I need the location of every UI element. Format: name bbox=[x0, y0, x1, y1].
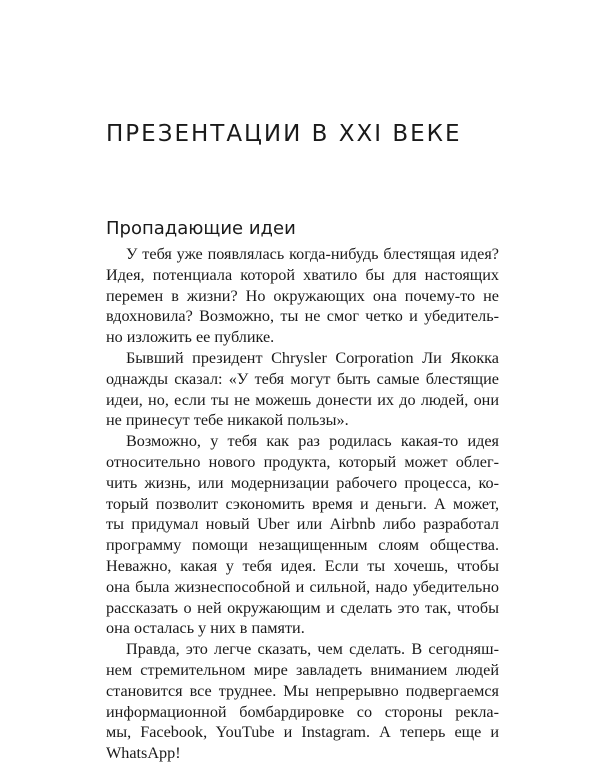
text-line: Возможно, у тебя как раз родилась какая-то идея bbox=[126, 432, 499, 451]
text-line: не принесут тебе никакой пользы». bbox=[106, 411, 349, 430]
text-line: Правда, это легче сказать, чем сделать. В сегодняш- bbox=[126, 640, 499, 659]
chapter-title: ПРЕЗЕНТАЦИИ В XXI ВЕКЕ bbox=[106, 121, 462, 147]
text-line: идеи, но, если ты не можешь донести их до людей, они bbox=[106, 390, 499, 409]
text-line: вдохновила? Возможно, ты не смог четко и убедитель- bbox=[106, 307, 499, 326]
text-line: ты придумал новый Uber или Airbnb либо разработал bbox=[106, 515, 499, 534]
text-line: торый позволит сэкономить время и деньги. А может, bbox=[106, 494, 499, 513]
text-line: становится все труднее. Мы непрерывно подвергаемся bbox=[106, 681, 499, 700]
paragraph bbox=[106, 431, 499, 639]
paragraph bbox=[106, 244, 499, 348]
text-line: WhatsApp! bbox=[106, 744, 181, 763]
text-line: Неважно, какая у тебя идея. Если ты хочешь, чтобы bbox=[106, 556, 499, 575]
text-line: чить жизнь, или модернизации рабочего процесса, ко- bbox=[106, 473, 499, 492]
text-line: Идея, потенциала которой хватило бы для настоящих bbox=[106, 265, 499, 284]
paragraph bbox=[106, 639, 499, 764]
text-line: она была жизнеспособной и сильной, надо убедительно bbox=[106, 577, 499, 596]
text-line: информационной бомбардировке со стороны рекла- bbox=[106, 702, 499, 721]
text-line: программу помощи незащищенным слоям общества. bbox=[106, 536, 499, 555]
text-line: У тебя уже появлялась когда-нибудь блестящая идея? bbox=[126, 245, 499, 263]
body-text bbox=[106, 244, 499, 764]
text-line: рассказать о ней окружающим и сделать это так, чтобы bbox=[106, 598, 499, 617]
text-line: мы, Facebook, YouTube и Instagram. А теперь еще и bbox=[106, 723, 499, 742]
text-line: перемен в жизни? Но окружающих она почему-то не bbox=[106, 286, 499, 305]
text-line: однажды сказал: «У тебя могут быть самые блестящие bbox=[106, 369, 499, 388]
text-line: но изложить ее публике. bbox=[106, 328, 275, 347]
text-line: она осталась у них в памяти. bbox=[106, 619, 305, 638]
text-line: относительно нового продукта, который может облег- bbox=[106, 452, 499, 471]
section-title: Пропадающие идеи bbox=[106, 218, 296, 239]
text-line: Бывший президент Chrysler Corporation Ли Якокка bbox=[126, 348, 499, 367]
text-line: нем стремительном мире завладеть вниманием людей bbox=[106, 660, 499, 679]
paragraph bbox=[106, 348, 499, 431]
